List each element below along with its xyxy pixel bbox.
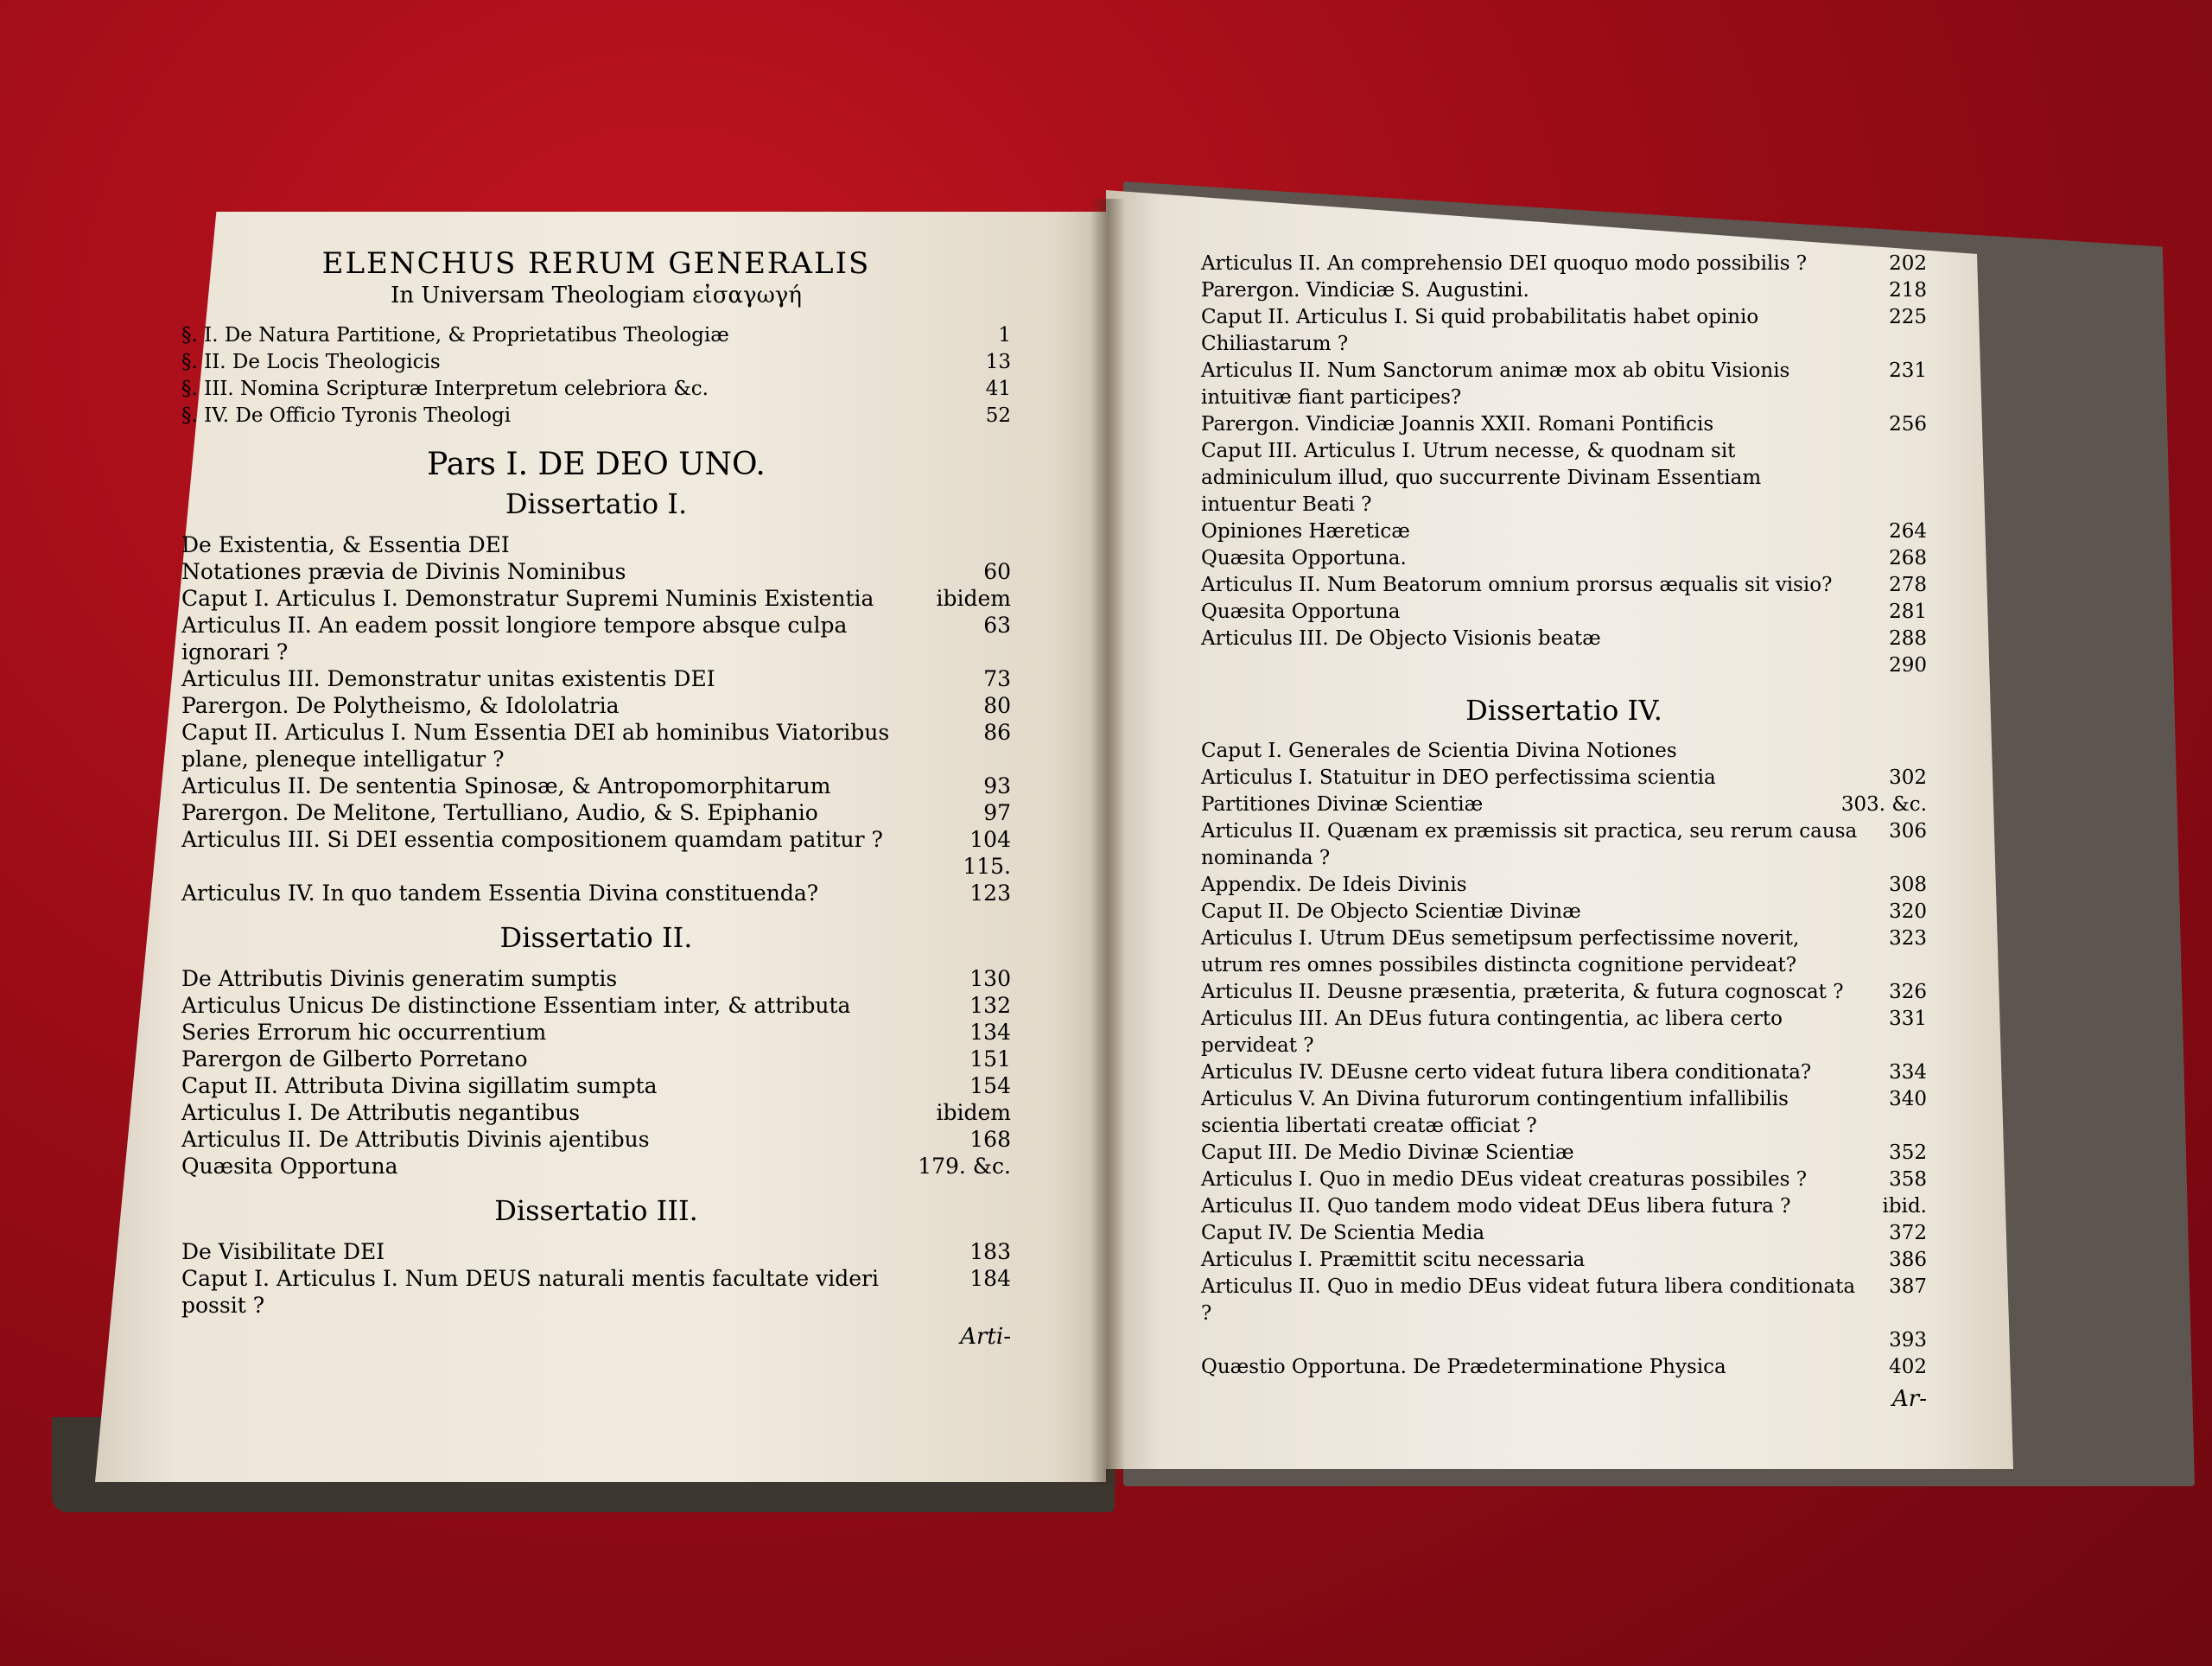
toc-entry-title: Parergon. Vindiciæ S. Augustini. <box>1201 279 1529 302</box>
toc-entry-page: 168 <box>969 1127 1011 1152</box>
toc-entry-page: 80 <box>983 693 1011 718</box>
toc-entry-title: De Visibilitate DEI <box>181 1239 385 1264</box>
intro-list <box>181 322 1011 429</box>
toc-entry <box>181 585 1011 612</box>
toc-entry <box>181 403 1011 429</box>
toc-entry-page: 308 <box>1889 874 1927 896</box>
toc-entry-page: 41 <box>985 378 1011 400</box>
dissertation-heading: Dissertatio I. <box>505 487 688 520</box>
toc-entry <box>1201 438 1927 518</box>
right-top-list <box>1201 251 1927 679</box>
toc-entry <box>1201 1274 1927 1327</box>
toc-entry-title: Articulus I. De Attributis negantibus <box>181 1100 581 1125</box>
toc-entry <box>1201 792 1927 818</box>
toc-entry <box>181 826 1011 853</box>
toc-entry-page: 115. <box>963 854 1011 879</box>
toc-entry <box>1201 1167 1927 1193</box>
toc-entry <box>181 1099 1011 1126</box>
toc-entry-page: ibid. <box>1882 1195 1927 1218</box>
toc-entry <box>1201 518 1927 545</box>
toc-entry-page: ibidem <box>936 586 1011 611</box>
toc-entry-title: Articulus III. An DEus futura contingentia, ac libera certo pervideat ? <box>1201 1008 1783 1057</box>
pars-heading: Pars I. DE DEO UNO. <box>427 447 766 482</box>
toc-entry <box>181 1126 1011 1153</box>
toc-entry-title: Articulus IV. DEusne certo videat futura libera conditionata? <box>1201 1061 1812 1084</box>
toc-entry <box>181 1153 1011 1180</box>
toc-entry <box>1201 1193 1927 1220</box>
toc-entry-title: §. II. De Locis Theologicis <box>181 351 441 373</box>
dissertation-heading: Dissertatio III. <box>494 1194 698 1227</box>
toc-entry-title: Caput III. De Medio Divinæ Scientiæ <box>1201 1141 1574 1164</box>
toc-entry <box>1201 251 1927 277</box>
toc-entry-page: 231 <box>1889 359 1927 382</box>
toc-entry-title: Caput IV. De Scientia Media <box>1201 1222 1485 1244</box>
toc-entry <box>181 349 1011 376</box>
toc-entry-page: 358 <box>1889 1168 1927 1191</box>
toc-entry <box>181 665 1011 692</box>
toc-entry-title: Articulus II. De sententia Spinosæ, & Antropomorphitarum <box>181 773 831 798</box>
toc-entry-page: 183 <box>969 1239 1011 1264</box>
toc-entry-page: 387 <box>1889 1275 1927 1298</box>
toc-entry-page: 334 <box>1889 1061 1927 1084</box>
toc-entry <box>1201 1140 1927 1167</box>
toc-entry-page: 372 <box>1889 1222 1927 1244</box>
toc-entry-title: Quæsita Opportuna. <box>1201 547 1407 569</box>
toc-entry <box>1201 545 1927 572</box>
toc-entry-title: Parergon. De Polytheismo, & Idololatria <box>181 693 620 718</box>
toc-entry <box>181 692 1011 719</box>
toc-entry-page: 290 <box>1889 654 1927 677</box>
toc-entry <box>1201 1059 1927 1086</box>
toc-entry <box>181 880 1011 906</box>
dissertation-heading: Dissertatio IV. <box>1465 694 1662 727</box>
left-page-text <box>181 246 1011 1350</box>
toc-entry-title: Articulus II. Quo in medio DEus videat futura libera conditionata ? <box>1201 1275 1856 1325</box>
toc-entry-page: 352 <box>1889 1141 1927 1164</box>
toc-entry <box>1201 572 1927 599</box>
toc-entry <box>181 1238 1011 1265</box>
toc-entry-title: Articulus II. Num Beatorum omnium prorsus æqualis sit visio? <box>1201 574 1833 596</box>
toc-entry <box>1201 872 1927 899</box>
toc-entry-page: ibidem <box>936 1100 1011 1125</box>
toc-entry-title: Parergon. Vindiciæ Joannis XXII. Romani Pontificis <box>1201 413 1714 436</box>
toc-entry-page: 402 <box>1889 1356 1927 1378</box>
toc-entry-title: Articulus I. Utrum DEus semetipsum perfectissime noverit, utrum res omnes possibiles distincta cognitione pervideat? <box>1201 927 1800 976</box>
toc-entry <box>181 612 1011 665</box>
toc-entry <box>1201 818 1927 872</box>
toc-entry-page: 134 <box>969 1020 1011 1045</box>
toc-entry-page: 60 <box>983 559 1011 584</box>
toc-entry-title: Articulus II. Deusne præsentia, præterita, & futura cognoscat ? <box>1201 981 1844 1003</box>
toc-entry-page: 288 <box>1889 627 1927 650</box>
toc-entry-page: 278 <box>1889 574 1927 596</box>
toc-entry-page: 256 <box>1889 413 1927 436</box>
toc-entry <box>1201 626 1927 652</box>
right-page-text <box>1201 251 1927 1412</box>
toc-entry-title: Caput I. Generales de Scientia Divina Notiones <box>1201 740 1677 762</box>
toc-entry-title: Articulus Unicus De distinctione Essentiam inter, & attributa <box>181 993 851 1018</box>
toc-entry-page: 202 <box>1889 252 1927 275</box>
catchword: Ar- <box>1892 1386 1927 1412</box>
toc-entry <box>181 531 1011 558</box>
toc-entry <box>1201 1220 1927 1247</box>
toc-entry-page: 281 <box>1889 601 1927 623</box>
toc-entry-title: Quæsita Opportuna <box>1201 601 1401 623</box>
toc-entry-title: Appendix. De Ideis Divinis <box>1201 874 1467 896</box>
toc-entry <box>181 1265 1011 1319</box>
toc-entry-page: 184 <box>969 1266 1011 1291</box>
dissertation-4-list <box>1201 738 1927 1381</box>
toc-entry <box>181 322 1011 349</box>
toc-entry-page: 104 <box>969 827 1011 852</box>
toc-entry <box>181 853 1011 880</box>
toc-entry-title: Partitiones Divinæ Scientiæ <box>1201 793 1484 816</box>
toc-entry-page: 393 <box>1889 1329 1927 1351</box>
toc-entry-page: 323 <box>1889 927 1927 950</box>
toc-entry-title: Articulus III. Si DEI essentia compositionem quamdam patitur ? <box>181 827 883 852</box>
toc-entry-page: 179. &c. <box>918 1154 1011 1179</box>
toc-entry-page: 264 <box>1889 520 1927 543</box>
toc-entry <box>181 1019 1011 1046</box>
toc-entry-title: §. I. De Natura Partitione, & Proprietatibus Theologiæ <box>181 324 729 347</box>
toc-entry-page: 63 <box>983 613 1011 638</box>
toc-entry-title: Caput II. Articulus I. Si quid probabilitatis habet opinio Chiliastarum ? <box>1201 306 1759 355</box>
toc-entry-page: 151 <box>969 1046 1011 1071</box>
toc-entry <box>181 1046 1011 1072</box>
toc-entry-title: Articulus II. Num Sanctorum animæ mox ab obitu Visionis intuitivæ fiant participes? <box>1201 359 1790 409</box>
toc-entry-page: 154 <box>969 1073 1011 1098</box>
book-gutter <box>1090 199 1125 1486</box>
toc-entry-title: Caput II. Attributa Divina sigillatim sumpta <box>181 1073 658 1098</box>
toc-entry <box>1201 304 1927 358</box>
toc-entry-page: 340 <box>1889 1088 1927 1110</box>
toc-entry <box>1201 358 1927 411</box>
toc-entry <box>181 799 1011 826</box>
dissertation-1-list <box>181 531 1011 906</box>
toc-entry <box>181 558 1011 585</box>
toc-entry-title: Articulus IV. In quo tandem Essentia Divina constituenda? <box>181 881 819 906</box>
toc-entry-title: Notationes prævia de Divinis Nominibus <box>181 559 626 584</box>
toc-entry-page: 331 <box>1889 1008 1927 1030</box>
toc-entry-title: Caput II. Articulus I. Num Essentia DEI ab hominibus Viatoribus plane, pleneque intelligatur ? <box>181 720 890 772</box>
toc-entry-title: Opiniones Hæreticæ <box>1201 520 1410 543</box>
toc-entry-title: Caput I. Articulus I. Num DEUS naturali mentis facultate videri possit ? <box>181 1266 879 1318</box>
toc-entry <box>1201 925 1927 979</box>
toc-entry-title: Caput II. De Objecto Scientiæ Divinæ <box>1201 900 1581 923</box>
toc-entry-title: Articulus I. Statuitur in DEO perfectissima scientia <box>1201 766 1716 789</box>
toc-entry-title: Articulus V. An Divina futurorum contingentium infallibilis scientia libertati creatæ officiat ? <box>1201 1088 1789 1137</box>
toc-entry-title: Parergon. De Melitone, Tertulliano, Audio, & S. Epiphanio <box>181 800 818 825</box>
page-subtitle: In Universam Theologiam εἰσαγωγή <box>391 283 802 308</box>
toc-entry-title: Articulus II. An eadem possit longiore tempore absque culpa ignorari ? <box>181 613 848 664</box>
toc-entry <box>1201 899 1927 925</box>
toc-entry-title: Quæsita Opportuna <box>181 1154 398 1179</box>
toc-entry-title: Articulus I. Quo in medio DEus videat creaturas possibiles ? <box>1201 1168 1808 1191</box>
toc-entry-title: Articulus II. De Attributis Divinis ajentibus <box>181 1127 650 1152</box>
catchword: Arti- <box>960 1324 1011 1350</box>
toc-entry-title: Quæstio Opportuna. De Prædeterminatione Physica <box>1201 1356 1726 1378</box>
toc-entry <box>1201 599 1927 626</box>
toc-entry-title: Articulus III. Demonstratur unitas existentis DEI <box>181 666 715 691</box>
toc-entry-title: De Existentia, & Essentia DEI <box>181 532 510 557</box>
toc-entry-title: De Attributis Divinis generatim sumptis <box>181 966 618 991</box>
dissertation-2-list <box>181 965 1011 1180</box>
toc-entry-page: 303. &c. <box>1840 793 1927 816</box>
toc-entry-title: Articulus II. Quo tandem modo videat DEus libera futura ? <box>1201 1195 1791 1218</box>
toc-entry <box>1201 1354 1927 1381</box>
toc-entry-title: Series Errorum hic occurrentium <box>181 1020 547 1045</box>
toc-entry <box>1201 277 1927 304</box>
toc-entry-title: Articulus II. Quænam ex præmissis sit practica, seu rerum causa nominanda ? <box>1201 820 1858 869</box>
toc-entry <box>1201 411 1927 438</box>
toc-entry <box>181 773 1011 799</box>
toc-entry-page: 86 <box>983 720 1011 745</box>
toc-entry-page: 302 <box>1889 766 1927 789</box>
toc-entry-title: Articulus III. De Objecto Visionis beatæ <box>1201 627 1601 650</box>
toc-entry <box>1201 738 1927 765</box>
toc-entry <box>1201 1006 1927 1059</box>
toc-entry <box>181 1072 1011 1099</box>
toc-entry-page: 386 <box>1889 1249 1927 1271</box>
toc-entry-page: 218 <box>1889 279 1927 302</box>
toc-entry <box>1201 1327 1927 1354</box>
toc-entry <box>1201 1247 1927 1274</box>
toc-entry-page: 1 <box>998 324 1011 347</box>
toc-entry-title: Caput III. Articulus I. Utrum necesse, & quodnam sit adminiculum illud, quo succurrente Divinam Essentiam intuentur Beati ? <box>1201 440 1762 516</box>
toc-entry-page: 132 <box>969 993 1011 1018</box>
toc-entry-page: 93 <box>983 773 1011 798</box>
toc-entry-page: 97 <box>983 800 1011 825</box>
toc-entry <box>181 376 1011 403</box>
toc-entry-page: 268 <box>1889 547 1927 569</box>
toc-entry-title: Articulus II. An comprehensio DEI quoquo modo possibilis ? <box>1201 252 1808 275</box>
toc-entry-title: Caput I. Articulus I. Demonstratur Supremi Numinis Existentia <box>181 586 874 611</box>
dissertation-heading: Dissertatio II. <box>499 921 693 954</box>
toc-entry-page: 130 <box>969 966 1011 991</box>
toc-entry-title: §. IV. De Officio Tyronis Theologi <box>181 404 512 427</box>
toc-entry-title: §. III. Nomina Scripturæ Interpretum celebriora &c. <box>181 378 709 400</box>
toc-entry <box>1201 979 1927 1006</box>
toc-entry <box>181 965 1011 992</box>
toc-entry-page: 225 <box>1889 306 1927 328</box>
toc-entry <box>1201 765 1927 792</box>
toc-entry-page: 326 <box>1889 981 1927 1003</box>
toc-entry <box>1201 652 1927 679</box>
toc-entry-page: 306 <box>1889 820 1927 843</box>
toc-entry <box>1201 1086 1927 1140</box>
dissertation-3-list <box>181 1238 1011 1319</box>
toc-entry-title: Parergon de Gilberto Porretano <box>181 1046 528 1071</box>
toc-entry-page: 52 <box>985 404 1011 427</box>
toc-entry-page: 320 <box>1889 900 1927 923</box>
toc-entry <box>181 719 1011 773</box>
toc-entry-page: 13 <box>985 351 1011 373</box>
page-title: ELENCHUS RERUM GENERALIS <box>321 246 871 281</box>
toc-entry <box>181 992 1011 1019</box>
toc-entry-page: 123 <box>969 881 1011 906</box>
toc-entry-page: 73 <box>983 666 1011 691</box>
toc-entry-title: Articulus I. Præmittit scitu necessaria <box>1201 1249 1586 1271</box>
